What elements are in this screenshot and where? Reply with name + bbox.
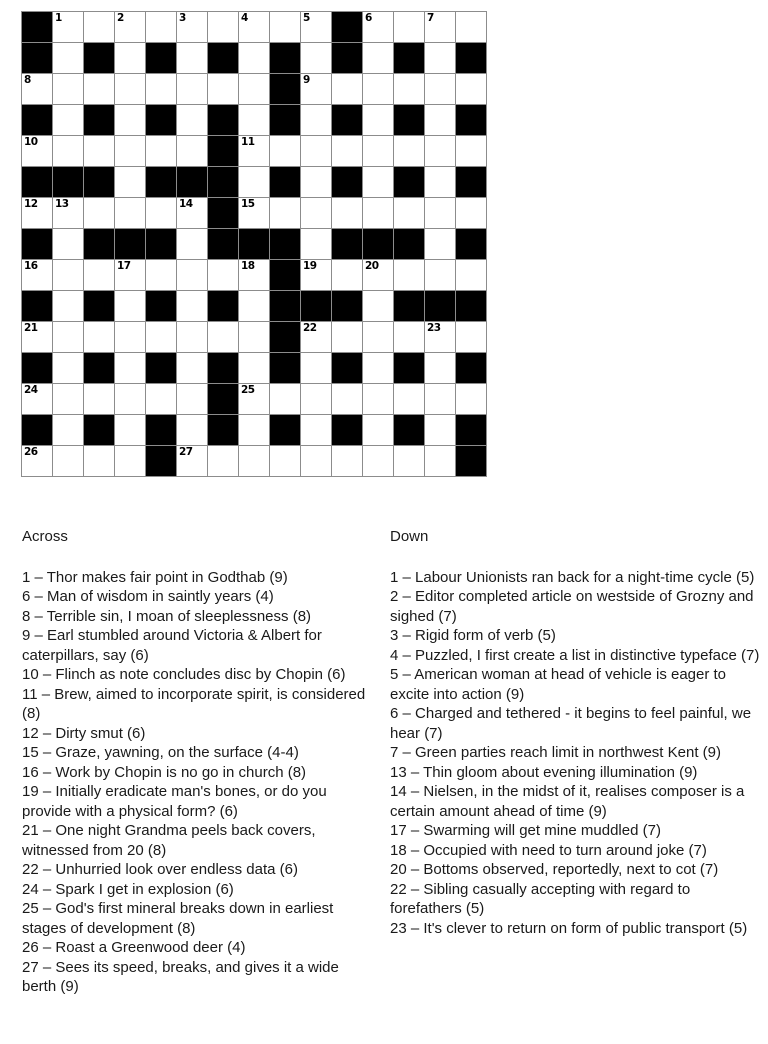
clue: 18 – Occupied with need to turn around joke (7) (390, 841, 707, 859)
grid-cell[interactable] (363, 446, 393, 476)
cell-number: 26 (24, 446, 38, 458)
grid-cell[interactable] (301, 43, 331, 73)
clue: 21 – One night Grandma peels back covers, witnessed from 20 (8) (22, 822, 316, 859)
black-cell (270, 74, 300, 104)
clue: 17 – Swarming will get mine muddled (7) (390, 822, 661, 839)
black-cell (146, 415, 176, 445)
black-cell (332, 43, 362, 73)
grid-cell[interactable] (53, 260, 83, 290)
black-cell (22, 415, 52, 445)
grid-cell[interactable] (177, 415, 207, 445)
grid-cell[interactable] (456, 136, 486, 166)
grid-cell[interactable] (22, 136, 52, 166)
cell-number: 13 (55, 198, 69, 210)
black-cell (394, 43, 424, 73)
grid-cell[interactable] (363, 384, 393, 414)
grid-cell[interactable] (53, 353, 83, 383)
grid-cell[interactable] (425, 136, 455, 166)
cell-number: 15 (241, 198, 255, 210)
grid-cell[interactable] (177, 384, 207, 414)
black-cell (456, 167, 486, 197)
grid-cell[interactable] (177, 74, 207, 104)
clue: 16 – Work by Chopin is no go in church (8) (22, 763, 307, 781)
grid-cell[interactable] (301, 384, 331, 414)
black-cell (332, 415, 362, 445)
grid-cell[interactable] (270, 136, 300, 166)
grid-cell[interactable] (425, 105, 455, 135)
black-cell (22, 105, 52, 135)
grid-cell[interactable] (363, 291, 393, 321)
grid-cell[interactable] (363, 136, 393, 166)
grid-cell[interactable] (363, 74, 393, 104)
black-cell (332, 12, 362, 42)
black-cell (270, 167, 300, 197)
grid-cell[interactable] (363, 353, 393, 383)
grid-cell[interactable] (53, 198, 83, 228)
grid-cell[interactable] (177, 136, 207, 166)
grid-cell[interactable] (456, 322, 486, 352)
grid-cell[interactable] (301, 167, 331, 197)
grid-cell[interactable] (301, 415, 331, 445)
crossword-grid (21, 11, 487, 477)
grid-cell[interactable] (84, 260, 114, 290)
grid-cell[interactable] (394, 136, 424, 166)
clue: 12 – Dirty smut (6) (22, 724, 146, 742)
black-cell (208, 198, 238, 228)
black-cell (146, 353, 176, 383)
cell-number: 25 (241, 384, 255, 396)
cell-number: 20 (365, 260, 379, 272)
down-header: Down (390, 528, 429, 545)
black-cell (270, 353, 300, 383)
grid-cell[interactable] (239, 291, 269, 321)
black-cell (22, 229, 52, 259)
clue: 5 – American woman at head of vehicle is eager to excite into action (9) (390, 666, 727, 703)
grid-cell[interactable] (53, 136, 83, 166)
grid-cell[interactable] (270, 384, 300, 414)
cell-number: 24 (24, 384, 38, 396)
across-clue-list (22, 568, 372, 997)
clue: 9 – Earl stumbled around Victoria & Albert for caterpillars, say (6) (22, 627, 322, 664)
black-cell (456, 229, 486, 259)
cell-number: 11 (241, 136, 255, 148)
black-cell (208, 353, 238, 383)
cell-number: 19 (303, 260, 317, 272)
grid-cell[interactable] (394, 322, 424, 352)
black-cell (208, 105, 238, 135)
cell-number: 21 (24, 322, 38, 334)
black-cell (270, 43, 300, 73)
black-cell (208, 415, 238, 445)
grid-cell[interactable] (146, 260, 176, 290)
clue: 20 – Bottoms observed, reportedly, next to cot (7) (390, 861, 719, 878)
grid-cell[interactable] (239, 43, 269, 73)
black-cell (146, 229, 176, 259)
black-cell (146, 43, 176, 73)
black-cell (146, 291, 176, 321)
grid-cell[interactable] (425, 384, 455, 414)
grid-cell[interactable] (332, 74, 362, 104)
black-cell (301, 291, 331, 321)
grid-cell[interactable] (425, 43, 455, 73)
black-cell (239, 229, 269, 259)
grid-cell[interactable] (301, 446, 331, 476)
cell-number: 22 (303, 322, 317, 334)
grid-cell[interactable] (146, 322, 176, 352)
grid-cell[interactable] (239, 167, 269, 197)
clue: 27 – Sees its speed, breaks, and gives it a wide berth (9) (22, 958, 339, 995)
grid-cell[interactable] (456, 198, 486, 228)
black-cell (270, 105, 300, 135)
grid-cell[interactable] (425, 322, 455, 352)
black-cell (394, 415, 424, 445)
black-cell (332, 291, 362, 321)
grid-cell[interactable] (53, 291, 83, 321)
clue: 26 – Roast a Greenwood deer (4) (22, 939, 246, 956)
black-cell (208, 136, 238, 166)
black-cell (84, 105, 114, 135)
cell-number: 12 (24, 198, 38, 210)
cell-number: 23 (427, 322, 441, 334)
clue: 23 – It's clever to return on form of public transport (5) (390, 919, 748, 937)
black-cell (394, 229, 424, 259)
grid-cell[interactable] (425, 260, 455, 290)
cell-number: 7 (427, 12, 434, 24)
black-cell (53, 167, 83, 197)
grid-cell[interactable] (84, 322, 114, 352)
clue: 24 – Spark I get in explosion (6) (22, 880, 234, 898)
grid-cell[interactable] (301, 12, 331, 42)
grid-cell[interactable] (115, 105, 145, 135)
grid-cell[interactable] (22, 384, 52, 414)
clue: 6 – Charged and tethered - it begins to feel painful, we hear (7) (390, 705, 752, 742)
grid-cell[interactable] (425, 229, 455, 259)
black-cell (456, 105, 486, 135)
grid-cell[interactable] (456, 384, 486, 414)
black-cell (22, 12, 52, 42)
cell-number: 17 (117, 260, 131, 272)
black-cell (22, 291, 52, 321)
down-section (390, 527, 762, 938)
grid-cell[interactable] (394, 198, 424, 228)
grid-cell[interactable] (208, 322, 238, 352)
grid-cell[interactable] (208, 260, 238, 290)
grid-cell[interactable] (363, 322, 393, 352)
grid-cell[interactable] (394, 74, 424, 104)
clue: 8 – Terrible sin, I moan of sleeplessness (8) (22, 607, 312, 625)
clue: 4 – Puzzled, I first create a list in distinctive typeface (7) (390, 646, 760, 664)
grid-cell[interactable] (394, 12, 424, 42)
grid-cell[interactable] (53, 43, 83, 73)
grid-cell[interactable] (425, 415, 455, 445)
grid-cell[interactable] (301, 260, 331, 290)
crossword-puzzle (21, 11, 487, 477)
grid-cell[interactable] (425, 198, 455, 228)
grid-cell[interactable] (84, 384, 114, 414)
black-cell (22, 167, 52, 197)
black-cell (84, 415, 114, 445)
grid-cell[interactable] (332, 198, 362, 228)
cell-number: 14 (179, 198, 193, 210)
grid-cell[interactable] (115, 384, 145, 414)
grid-cell[interactable] (239, 353, 269, 383)
grid-cell[interactable] (115, 167, 145, 197)
black-cell (394, 353, 424, 383)
cell-number: 5 (303, 12, 310, 24)
black-cell (363, 229, 393, 259)
black-cell (84, 353, 114, 383)
grid-cell[interactable] (394, 446, 424, 476)
grid-cell[interactable] (53, 322, 83, 352)
grid-cell[interactable] (22, 198, 52, 228)
clue: 22 – Sibling casually accepting with regard to forefathers (5) (390, 880, 691, 917)
grid-cell[interactable] (22, 446, 52, 476)
black-cell (270, 322, 300, 352)
clue: 2 – Editor completed article on westside of Grozny and sighed (7) (390, 588, 754, 625)
grid-cell[interactable] (332, 136, 362, 166)
cell-number: 6 (365, 12, 372, 24)
grid-cell[interactable] (115, 198, 145, 228)
black-cell (177, 167, 207, 197)
clue: 11 – Brew, aimed to incorporate spirit, is considered (8) (22, 685, 366, 722)
grid-cell[interactable] (177, 43, 207, 73)
grid-cell[interactable] (115, 43, 145, 73)
black-cell (332, 353, 362, 383)
cell-number: 27 (179, 446, 193, 458)
clue: 25 – God's first mineral breaks down in earliest stages of development (8) (22, 900, 334, 937)
grid-cell[interactable] (177, 446, 207, 476)
grid-cell[interactable] (53, 384, 83, 414)
black-cell (22, 353, 52, 383)
grid-cell[interactable] (239, 105, 269, 135)
grid-cell[interactable] (363, 167, 393, 197)
black-cell (208, 291, 238, 321)
grid-cell[interactable] (270, 446, 300, 476)
grid-cell[interactable] (22, 322, 52, 352)
grid-cell[interactable] (456, 12, 486, 42)
grid-cell[interactable] (425, 12, 455, 42)
grid-cell[interactable] (363, 260, 393, 290)
cell-number: 16 (24, 260, 38, 272)
black-cell (456, 415, 486, 445)
grid-cell[interactable] (115, 415, 145, 445)
grid-cell[interactable] (239, 136, 269, 166)
grid-cell[interactable] (363, 198, 393, 228)
black-cell (146, 446, 176, 476)
grid-cell[interactable] (363, 105, 393, 135)
black-cell (208, 384, 238, 414)
grid-cell[interactable] (394, 384, 424, 414)
grid-cell[interactable] (332, 322, 362, 352)
clue: 15 – Graze, yawning, on the surface (4-4) (22, 744, 299, 761)
cell-number: 9 (303, 74, 310, 86)
grid-cell[interactable] (53, 74, 83, 104)
black-cell (208, 43, 238, 73)
black-cell (84, 167, 114, 197)
cell-number: 1 (55, 12, 62, 24)
across-section (22, 527, 372, 997)
grid-cell[interactable] (177, 322, 207, 352)
black-cell (270, 260, 300, 290)
grid-cell[interactable] (394, 260, 424, 290)
grid-cell[interactable] (146, 74, 176, 104)
clue: 10 – Flinch as note concludes disc by Chopin (6) (22, 666, 346, 683)
black-cell (84, 229, 114, 259)
cell-number: 18 (241, 260, 255, 272)
grid-cell[interactable] (53, 415, 83, 445)
black-cell (270, 415, 300, 445)
black-cell (22, 43, 52, 73)
grid-cell[interactable] (301, 198, 331, 228)
grid-cell[interactable] (146, 384, 176, 414)
clue: 19 – Initially eradicate man's bones, or do you provide with a physical form? (6) (22, 783, 327, 820)
grid-cell[interactable] (239, 260, 269, 290)
grid-cell[interactable] (208, 12, 238, 42)
black-cell (115, 229, 145, 259)
grid-cell[interactable] (425, 167, 455, 197)
clue: 6 – Man of wisdom in saintly years (4) (22, 588, 274, 605)
grid-cell[interactable] (270, 12, 300, 42)
grid-cell[interactable] (425, 446, 455, 476)
grid-cell[interactable] (146, 198, 176, 228)
grid-cell[interactable] (115, 74, 145, 104)
clue: 3 – Rigid form of verb (5) (390, 627, 556, 644)
down-clue-list (390, 568, 762, 939)
grid-cell[interactable] (177, 291, 207, 321)
black-cell (146, 105, 176, 135)
black-cell (332, 105, 362, 135)
grid-cell[interactable] (22, 74, 52, 104)
cell-number: 8 (24, 74, 31, 86)
grid-cell[interactable] (239, 384, 269, 414)
grid-cell[interactable] (301, 353, 331, 383)
black-cell (146, 167, 176, 197)
cell-number: 10 (24, 136, 38, 148)
grid-cell[interactable] (177, 229, 207, 259)
grid-cell[interactable] (301, 74, 331, 104)
grid-cell[interactable] (177, 12, 207, 42)
black-cell (270, 291, 300, 321)
clue: 14 – Nielsen, in the midst of it, realises composer is a certain amount ahead of time (9) (390, 783, 745, 820)
grid-cell[interactable] (177, 260, 207, 290)
black-cell (456, 353, 486, 383)
grid-cell[interactable] (22, 260, 52, 290)
black-cell (394, 105, 424, 135)
grid-cell[interactable] (425, 74, 455, 104)
grid-cell[interactable] (115, 291, 145, 321)
grid-cell[interactable] (208, 446, 238, 476)
clue: 13 – Thin gloom about evening illumination (9) (390, 763, 698, 781)
clue: 1 – Labour Unionists ran back for a night-time cycle (5) (390, 568, 755, 586)
across-header: Across (22, 528, 68, 545)
cell-number: 3 (179, 12, 186, 24)
black-cell (425, 291, 455, 321)
black-cell (456, 43, 486, 73)
grid-cell[interactable] (239, 415, 269, 445)
grid-cell[interactable] (239, 446, 269, 476)
grid-cell[interactable] (239, 12, 269, 42)
grid-cell[interactable] (84, 12, 114, 42)
grid-cell[interactable] (456, 260, 486, 290)
grid-cell[interactable] (115, 136, 145, 166)
clue: 7 – Green parties reach limit in northwest Kent (9) (390, 744, 721, 761)
black-cell (456, 446, 486, 476)
black-cell (208, 167, 238, 197)
grid-cell[interactable] (301, 136, 331, 166)
grid-cell[interactable] (177, 105, 207, 135)
grid-cell[interactable] (84, 136, 114, 166)
grid-cell[interactable] (177, 198, 207, 228)
black-cell (208, 229, 238, 259)
grid-cell[interactable] (84, 446, 114, 476)
grid-cell[interactable] (177, 353, 207, 383)
cell-number: 2 (117, 12, 124, 24)
grid-cell[interactable] (239, 198, 269, 228)
black-cell (456, 291, 486, 321)
grid-cell[interactable] (115, 322, 145, 352)
cell-number: 4 (241, 12, 248, 24)
grid-cell[interactable] (363, 415, 393, 445)
grid-cell[interactable] (115, 12, 145, 42)
grid-cell[interactable] (239, 322, 269, 352)
black-cell (84, 43, 114, 73)
grid-cell[interactable] (301, 229, 331, 259)
grid-cell[interactable] (53, 105, 83, 135)
grid-cell[interactable] (53, 12, 83, 42)
grid-cell[interactable] (53, 446, 83, 476)
grid-cell[interactable] (239, 74, 269, 104)
clue: 22 – Unhurried look over endless data (6) (22, 861, 298, 878)
grid-cell[interactable] (84, 74, 114, 104)
grid-cell[interactable] (270, 198, 300, 228)
grid-cell[interactable] (146, 136, 176, 166)
grid-cell[interactable] (456, 74, 486, 104)
grid-cell[interactable] (208, 74, 238, 104)
grid-cell[interactable] (146, 12, 176, 42)
grid-cell[interactable] (115, 446, 145, 476)
grid-cell[interactable] (301, 105, 331, 135)
clue: 1 – Thor makes fair point in Godthab (9) (22, 568, 288, 586)
grid-cell[interactable] (84, 198, 114, 228)
black-cell (270, 229, 300, 259)
grid-cell[interactable] (425, 353, 455, 383)
grid-cell[interactable] (53, 229, 83, 259)
grid-cell[interactable] (363, 12, 393, 42)
black-cell (332, 229, 362, 259)
grid-cell[interactable] (332, 260, 362, 290)
grid-cell[interactable] (115, 260, 145, 290)
grid-cell[interactable] (115, 353, 145, 383)
grid-cell[interactable] (332, 384, 362, 414)
black-cell (394, 291, 424, 321)
grid-cell[interactable] (332, 446, 362, 476)
black-cell (84, 291, 114, 321)
grid-cell[interactable] (363, 43, 393, 73)
black-cell (332, 167, 362, 197)
black-cell (394, 167, 424, 197)
grid-cell[interactable] (301, 322, 331, 352)
